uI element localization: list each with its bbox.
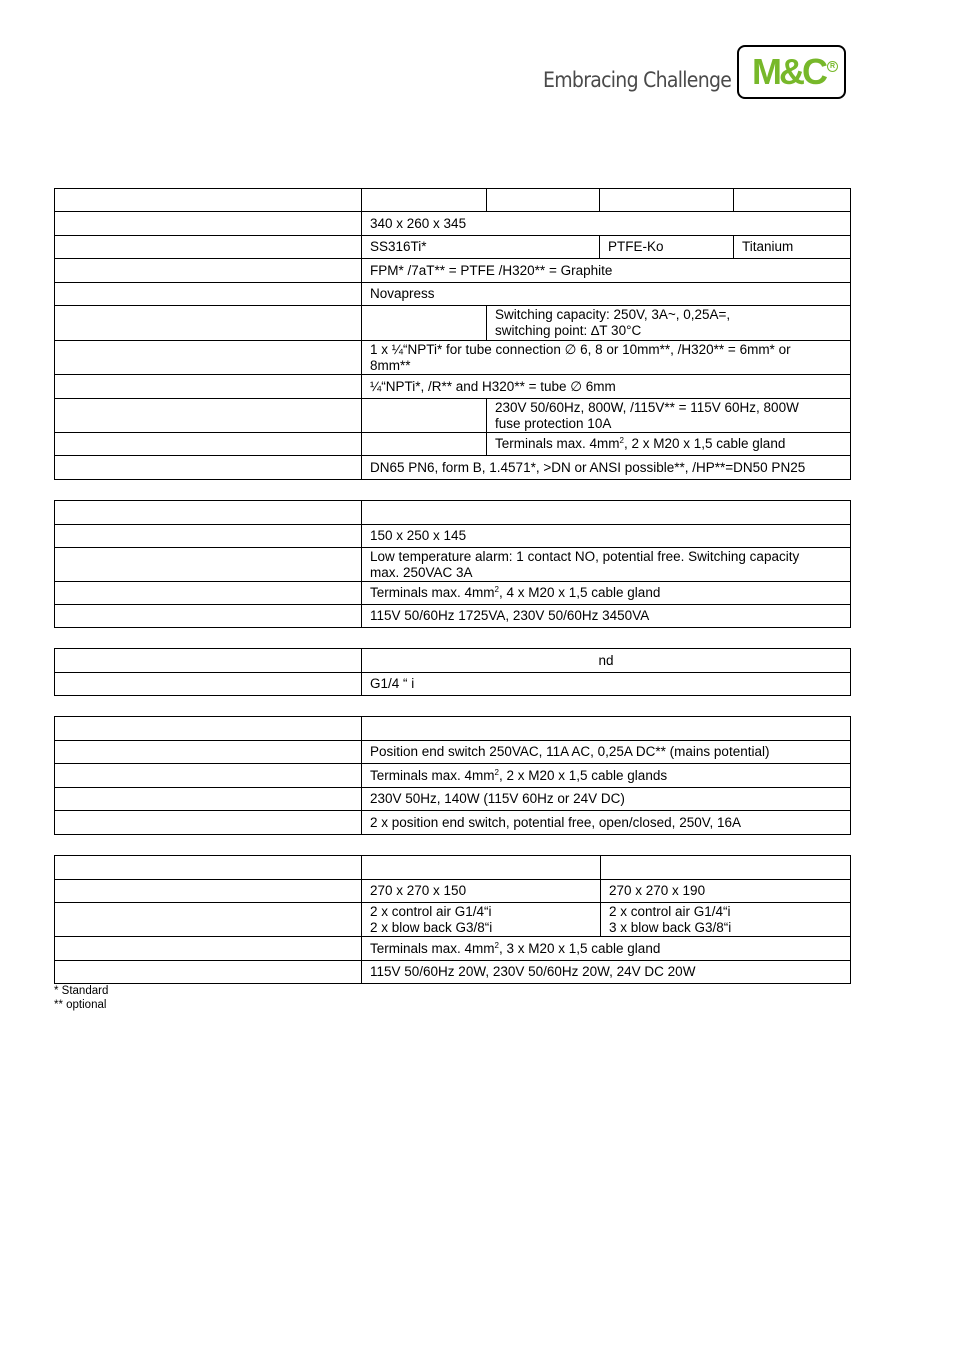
table-header-row: [55, 501, 851, 525]
header-cell: [55, 189, 362, 212]
table-row: [55, 306, 851, 341]
row-label: [55, 283, 362, 306]
connection-line-2: 2 x blow back G3/8“i: [370, 919, 493, 935]
row-label: [55, 741, 362, 764]
table-header-row: [55, 717, 851, 741]
header-cell: [601, 856, 851, 880]
connection-line-2: 8mm**: [370, 357, 411, 373]
table-row: [55, 937, 851, 961]
table-row: [55, 456, 851, 480]
table-row: [55, 764, 851, 788]
empty-cell: [362, 306, 487, 341]
spec-table-heater: [54, 500, 851, 628]
flange-value: DN65 PN6, form B, 1.4571*, >DN or ANSI possible**, /HP**=DN50 PN25: [362, 456, 851, 480]
row-label: [55, 788, 362, 811]
row-label: [55, 673, 362, 696]
table-row: [55, 811, 851, 835]
logo-text: M&C: [752, 51, 825, 92]
table-row: [55, 582, 851, 605]
electrical-text: , 3 x M20 x 1,5 cable gland: [498, 940, 661, 956]
power-line-1: 230V 50/60Hz, 800W, /115V** = 115V 60Hz, 800W: [495, 399, 799, 415]
row-label: [55, 764, 362, 788]
footnote-optional: ** optional: [54, 999, 107, 1011]
electrical-value: [362, 937, 851, 961]
footnote-standard: * Standard: [54, 985, 109, 997]
row-label: [55, 811, 362, 835]
alarm-value: [362, 548, 851, 582]
header-cell: [362, 717, 851, 741]
alarm-line-2: max. 250VAC 3A: [370, 564, 473, 580]
table-row: [55, 236, 851, 259]
table-row: [55, 283, 851, 306]
superscript: 2: [619, 436, 624, 445]
spec-table-valve: [54, 716, 851, 835]
switch-line-1: Switching capacity: 250V, 3A~, 0,25A=,: [495, 307, 731, 322]
header-cell: [55, 856, 362, 880]
electrical-text: Terminals max. 4mm: [370, 940, 495, 956]
connection-value: G1/4 “ i: [362, 673, 851, 696]
row-label: [55, 605, 362, 628]
row-label: [55, 259, 362, 283]
connection-value: [362, 341, 851, 375]
row-label: [55, 456, 362, 480]
row-label: [55, 306, 362, 341]
electrical-text: , 4 x M20 x 1,5 cable gland: [498, 585, 661, 600]
electrical-text: Terminals max. 4mm: [370, 585, 495, 600]
table-row: [55, 212, 851, 236]
power-value: 115V 50/60Hz 20W, 230V 50/60Hz 20W, 24V DC 20W: [362, 961, 851, 984]
table-row: [55, 341, 851, 375]
row-label: [55, 961, 362, 984]
row-label: [55, 548, 362, 582]
superscript: 2: [494, 585, 499, 594]
connection-line-2: 3 x blow back G3/8“i: [609, 919, 732, 935]
connection-line-1: 2 x control air G1/4“i: [370, 903, 492, 919]
table-row: [55, 903, 851, 937]
row-label: [55, 399, 362, 433]
row-label: [55, 433, 362, 456]
footnotes: [54, 984, 108, 1012]
table-row: [55, 548, 851, 582]
electrical-text: , 2 x M20 x 1,5 cable glands: [498, 767, 668, 783]
electrical-text: Terminals max. 4mm: [495, 436, 620, 451]
header-cell: [487, 189, 600, 212]
company-logo: [737, 45, 846, 99]
power-value: [487, 399, 851, 433]
row-label: [55, 375, 362, 399]
switch-line-2: switching point: ∆T 30°C: [495, 323, 642, 338]
row-label: [55, 582, 362, 605]
power-value: 115V 50/60Hz 1725VA, 230V 50/60Hz 3450VA: [362, 605, 851, 628]
material-value-a: SS316Ti*: [362, 236, 600, 259]
alarm-line-1: Low temperature alarm: 1 contact NO, potential free. Switching capacity: [370, 548, 800, 564]
connection-line-1: 2 x control air G1/4“i: [609, 903, 731, 919]
empty-cell: [362, 399, 487, 433]
superscript: 2: [494, 767, 499, 777]
table-row: [55, 788, 851, 811]
header-cell: [55, 501, 362, 525]
material-value-c: Titanium: [734, 236, 851, 259]
superscript: 2: [494, 940, 499, 950]
row-label: [55, 212, 362, 236]
table-header-row: [55, 189, 851, 212]
dimensions-value: 340 x 260 x 345: [362, 212, 851, 236]
registered-mark-icon: R: [827, 61, 838, 72]
dimensions-value: 150 x 250 x 145: [362, 525, 851, 548]
row-label: [55, 880, 362, 903]
option-value: 2 x position end switch, potential free, open/closed, 250V, 16A: [362, 811, 851, 835]
row-label: [55, 525, 362, 548]
table-row: [55, 433, 851, 456]
table-header-row: [55, 649, 851, 673]
header-cell: [734, 189, 851, 212]
electrical-value: [362, 582, 851, 605]
connection-value-a: [362, 903, 601, 937]
company-tagline: Embracing Challenge: [543, 68, 732, 92]
row-label: [55, 937, 362, 961]
connection-value-b: [601, 903, 851, 937]
electrical-value: [487, 433, 851, 456]
table-row: [55, 673, 851, 696]
table-row: [55, 880, 851, 903]
electrical-value: [362, 764, 851, 788]
switch-value: [487, 306, 851, 341]
header-cell: [362, 189, 487, 212]
dimensions-value-b: 270 x 270 x 190: [601, 880, 851, 903]
electrical-text: Terminals max. 4mm: [370, 767, 495, 783]
insulation-value: Novapress: [362, 283, 851, 306]
row-label: [55, 236, 362, 259]
header-cell: [600, 189, 734, 212]
table-row: [55, 961, 851, 984]
power-value: 230V 50Hz, 140W (115V 60Hz or 24V DC): [362, 788, 851, 811]
header-cell: [362, 501, 851, 525]
header-cell: [55, 717, 362, 741]
seals-value: FPM* /7aT** = PTFE /H320** = Graphite: [362, 259, 851, 283]
row-label: [55, 341, 362, 375]
table-row: [55, 525, 851, 548]
spec-table-control-unit: [54, 855, 851, 984]
table-row: [55, 399, 851, 433]
power-line-2: fuse protection 10A: [495, 415, 612, 431]
header-value: nd: [362, 649, 851, 673]
spec-table-probe: [54, 188, 851, 480]
connection-b-value: ¼“NPTi*, /R** and H320** = tube ∅ 6mm: [362, 375, 851, 399]
header-cell: [55, 649, 362, 673]
row-label: [55, 903, 362, 937]
table-row: [55, 259, 851, 283]
table-row: [55, 605, 851, 628]
table-row: [55, 741, 851, 764]
empty-cell: [362, 433, 487, 456]
connection-line-1: 1 x ¼“NPTi* for tube connection ∅ 6, 8 or 10mm**, /H320** = 6mm* or: [370, 341, 791, 357]
material-value-b: PTFE-Ko: [600, 236, 734, 259]
spec-table-connection: [54, 648, 851, 696]
dimensions-value-a: 270 x 270 x 150: [362, 880, 601, 903]
electrical-text: , 2 x M20 x 1,5 cable gland: [623, 436, 786, 451]
table-header-row: [55, 856, 851, 880]
header-cell: [362, 856, 601, 880]
table-row: [55, 375, 851, 399]
switch-value: Position end switch 250VAC, 11A AC, 0,25A DC** (mains potential): [362, 741, 851, 764]
